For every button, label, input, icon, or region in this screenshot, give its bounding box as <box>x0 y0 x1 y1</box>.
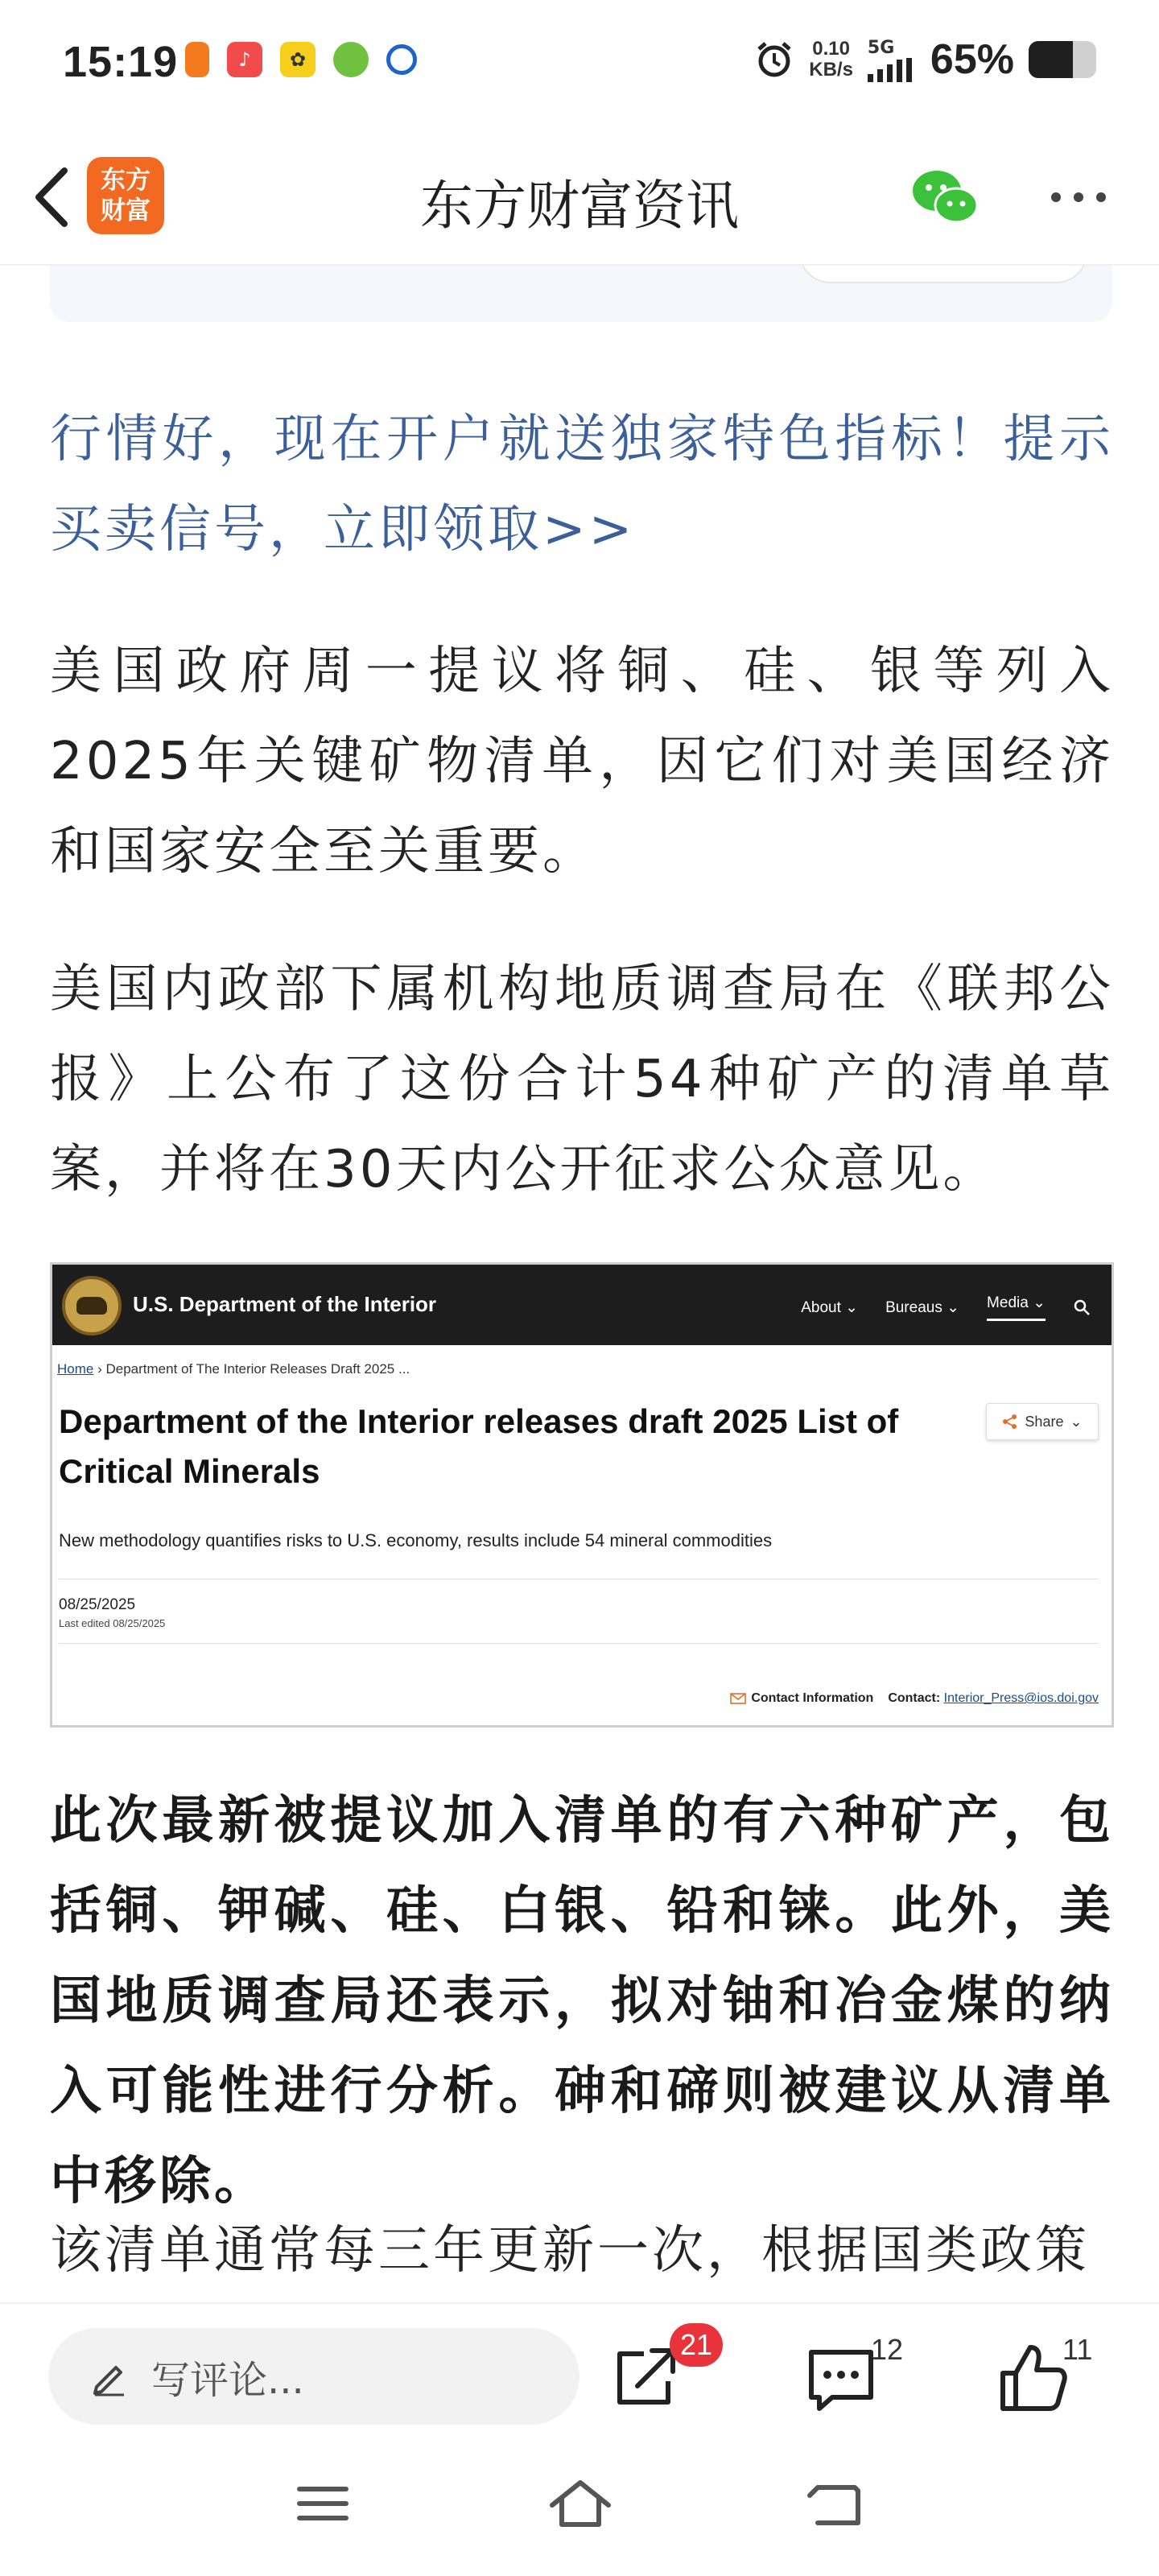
home-icon[interactable] <box>544 2471 617 2536</box>
doi-menu <box>801 1294 1091 1321</box>
doi-menu-bureaus: Bureaus ⌄ <box>885 1298 960 1316</box>
battery-percent: 65% <box>930 36 1014 83</box>
app-logo: 东方 财富 <box>87 157 164 234</box>
doi-search-icon <box>1073 1298 1091 1316</box>
doi-share-button: Share ⌄ <box>986 1403 1099 1440</box>
app-header <box>0 129 1159 266</box>
pencil-icon <box>89 2356 129 2396</box>
doi-seal-icon <box>62 1276 122 1335</box>
doi-contact-info: Contact Information <box>730 1691 873 1706</box>
doi-site-name: U.S. Department of the Interior <box>133 1292 437 1316</box>
menu-icon[interactable] <box>287 2471 359 2536</box>
envelope-icon <box>730 1693 746 1704</box>
article-paragraph-bold: 此次最新被提议加入清单的有六种矿产，包括铜、钾碱、硅、白银、铅和铼。此外，美国地质调查局还表示，拟对铀和冶金煤的纳入可能性进行分析。砷和碲则被建议从清单中移除。 <box>50 1791 1114 2211</box>
clock: 15:19 <box>63 38 179 86</box>
doi-breadcrumb-home: Home <box>57 1361 94 1377</box>
notification-icons <box>185 42 417 77</box>
status-bar <box>0 0 1159 129</box>
article-content <box>0 266 1159 2302</box>
doi-menu-about: About ⌄ <box>801 1298 859 1316</box>
app-icon-red: ♪ <box>227 42 262 77</box>
system-navigation <box>0 2431 1159 2576</box>
signal-bars-icon <box>868 58 916 82</box>
doi-contact: Contact Information Contact: Interior_Press@ios.doi.gov <box>730 1691 1099 1706</box>
back-nav-icon[interactable] <box>802 2471 874 2536</box>
alarm-icon <box>754 39 794 80</box>
comment-input[interactable] <box>48 2328 580 2425</box>
app-icon-blue <box>386 44 417 75</box>
more-options-icon[interactable] <box>1046 177 1111 217</box>
doi-headline: Department of the Interior releases draft 2025 List of Critical Minerals <box>59 1402 899 1490</box>
promo-link[interactable]: 行情好，现在开户就送独家特色指标！提示买卖信号，立即领取>> <box>50 410 1114 559</box>
app-icon-green <box>333 42 369 77</box>
doi-date: 08/25/2025 <box>59 1596 136 1613</box>
like-count: 11 <box>1062 2333 1093 2366</box>
article-paragraph: 美国内政部下属机构地质调查局在《联邦公报》上公布了这份合计54种矿产的清单草案，并将在30天内公开征求公众意见。 <box>50 960 1114 1199</box>
battery-icon <box>1029 41 1096 78</box>
previous-card-edge <box>50 266 1112 322</box>
comment-placeholder: 写评论... <box>151 2357 304 2403</box>
doi-contact-email: Interior_Press@ios.doi.gov <box>943 1691 1099 1705</box>
page-title: 东方财富资讯 <box>420 175 739 237</box>
doi-header <box>52 1265 1112 1345</box>
app-icon-orange <box>185 42 209 77</box>
comment-count: 12 <box>871 2333 904 2366</box>
doi-last-edited: Last edited 08/25/2025 <box>59 1617 166 1629</box>
bottom-action-bar <box>0 2302 1159 2431</box>
doi-subheadline: New methodology quantifies risks to U.S. economy, results include 54 mineral commodities <box>59 1530 773 1550</box>
wechat-share-icon[interactable] <box>909 165 982 229</box>
article-paragraph: 美国政府周一提议将铜、硅、银等列入2025年关键矿物清单，因它们对美国经济和国家安全至关重要。 <box>50 642 1114 881</box>
network-type: 5G <box>867 37 895 58</box>
network-speed: 0.10 KB/s <box>809 38 853 80</box>
doi-breadcrumb: Home › Department of The Interior Releases Draft 2025 ... <box>57 1361 410 1377</box>
app-icon-yellow: ✿ <box>280 42 316 77</box>
divider <box>59 1643 1099 1644</box>
article-paragraph-partial: 该清单通常每三年更新一次，根据国类政策 <box>50 2221 1090 2281</box>
system-status <box>754 35 1096 84</box>
embedded-screenshot[interactable] <box>50 1262 1114 1728</box>
share-count-badge: 21 <box>670 2323 723 2367</box>
signal-indicator <box>868 38 916 82</box>
share-icon <box>1002 1414 1018 1430</box>
battery-fill <box>1029 41 1073 78</box>
doi-menu-media: Media ⌄ <box>987 1294 1046 1321</box>
doi-breadcrumb-current: Department of The Interior Releases Draft 2025 ... <box>105 1361 410 1377</box>
